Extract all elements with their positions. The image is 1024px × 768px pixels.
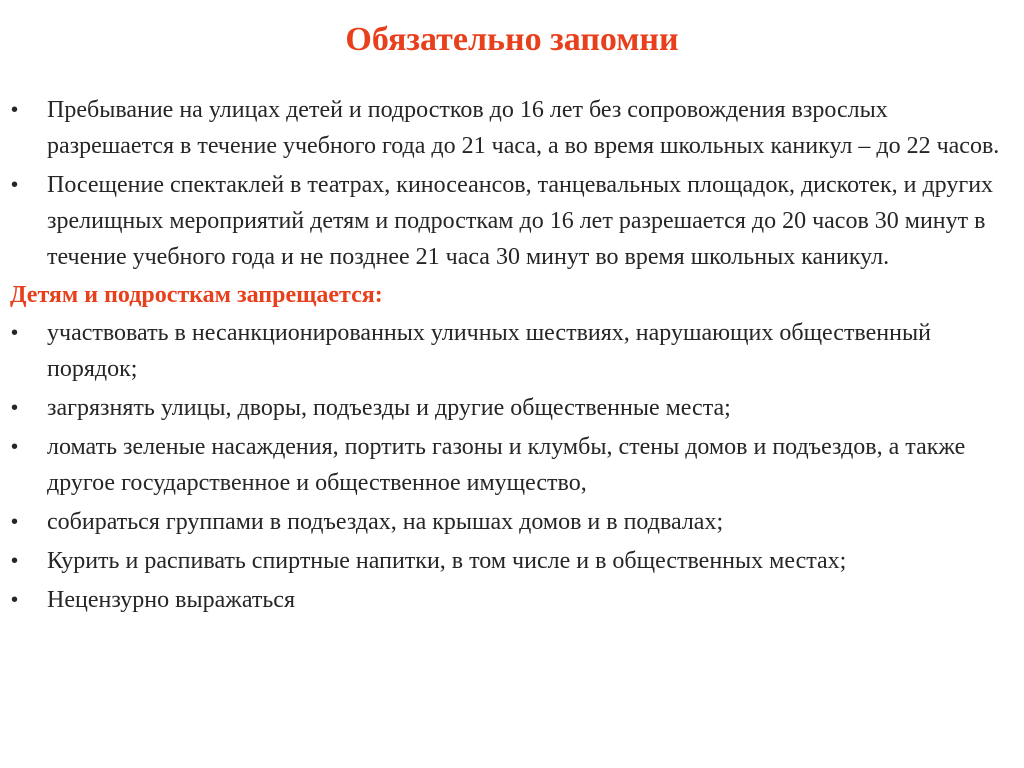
list-item [10,504,1010,540]
list-item-text: собираться группами в подъездах, на крышах домов и в подвалах; [47,509,724,535]
list-item-text: ломать зеленые насаждения, портить газоны и клумбы, стены домов и подъездов, а также другое государственное и общественное имущество, [47,434,966,496]
list-item-text: Курить и распивать спиртные напитки, в том числе и в общественных местах; [47,548,847,574]
list-item [10,92,1010,164]
list-item [10,315,1010,387]
list-item [10,167,1010,275]
bullet-icon: • [11,511,19,533]
list-item-text: участвовать в несанкционированных уличных шествиях, нарушающих общественный порядок; [47,320,931,382]
section-heading: Детям и подросткам запрещается: [10,282,383,308]
list-item [10,429,1010,501]
bullet-icon: • [11,174,19,196]
bullet-icon: • [11,436,19,458]
list-item [10,543,1010,579]
bullet-icon: • [11,550,19,572]
bullet-icon: • [11,589,19,611]
list-item [10,390,1010,426]
list-item-text: Нецензурно выражаться [47,587,295,613]
bullet-icon: • [11,397,19,419]
slide-body [10,92,1010,621]
list-item-text: загрязнять улицы, дворы, подъезды и другие общественные места; [47,395,731,421]
list-item-text: Пребывание на улицах детей и подростков до 16 лет без сопровождения взрослых разрешается в течение учебного года до 21 часа, а во время школьных каникул – до 22 часов. [47,97,1000,159]
list-item-text: Посещение спектаклей в театрах, киносеансов, танцевальных площадок, дискотек, и других зрелищных мероприятий детям и подросткам до 16 лет разрешается до 20 часов 30 минут в течение учебного года и не позднее 21 часа 30 минут во время школьных каникул. [47,172,994,270]
page-title: Обязательно запомни [345,21,679,58]
bullet-icon: • [11,99,19,121]
list-item [10,582,1010,618]
bullet-icon: • [11,322,19,344]
